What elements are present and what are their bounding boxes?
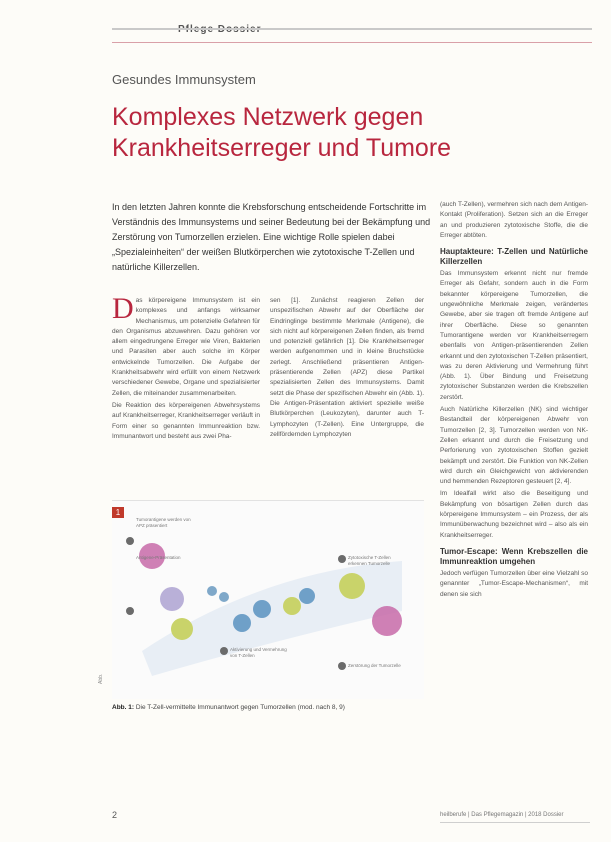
paragraph: Auch Natürliche Killerzellen (NK) sind wichtiger Bestandteil der körpereigenen Abwehr von Tumorzellen [2, 3]. Tumorzellen werden von NK-Zellen erkannt und durch die Freisetzung und Perforierung von zytotoxischen Stoffen gezielt bekämpft und zerstört. Die Funktion von NK-Zellen wird durch ein Gleichgewicht von aktivierenden und hemmenden Rezeptoren gesteuert [2, 4].	[440, 406, 588, 486]
step-marker-icon	[126, 537, 134, 545]
paragraph: Im Idealfall wirkt also die Beseitigung und Bekämpfung von bösartigen Zellen durch das körpereigene Immunsystem – ein Prozess, der als Immunüberwachung bezeichnet wird – also als ein Krankheitserreger.	[440, 490, 588, 539]
paragraph: Das Immunsystem erkennt nicht nur fremde Erreger als Gefahr, sondern auch in die Form bekannter körpereigene Tumorzellen, die ungewöhnliche Merkmale zeigen, verändertes Gewebe, aber sie tragen oft fremde Antigene auf ihrer Oberfläche. Diese so genannten Tumorantigene werden vor Krankheitserregern ebenfalls von Antigen-präsentierenden Zellen erkannt und den zytotoxischen T-Zellen präsentiert, was zu deren Aktivierung und Vermehrung führt (Abb. 1). Über Bindung und Freisetzung zytotoxischer Substanzen werden die Krebszellen zerstört.	[440, 270, 588, 401]
antigen-icon	[207, 586, 217, 596]
article-headline: Komplexes Netzwerk gegen Krankheitserreger und Tumore	[112, 103, 452, 162]
figure-caption	[112, 704, 424, 711]
paragraph: Die Reaktion des körpereigenen Abwehrsystems auf Krankheitserreger, Krankheitserreger verläuft in Form einer so genannten Immunreaktion bzw. Immunantwort und besteht aus zwei Pha-	[112, 401, 260, 440]
step-marker-icon	[220, 647, 228, 655]
t-cell-icon	[233, 614, 251, 632]
figure-number: 1	[112, 507, 124, 518]
t-cell-icon	[171, 618, 193, 640]
paragraph: sen [1]. Zunächst reagieren Zellen der unspezifischen Abwehr auf der Oberfläche der Eindringlinge bestimmte Merkmale (Antigene), die sich nicht auf körpereigenen Zellen finden, als fremd und potenziell gefährlich [1]. Die Krankheitserreger werden aufgenommen und in kleine Bruchstücke zerlegt. Anschließend präsentieren Antigen-präsentierende Zellen (APZ) diese Partikel spezialisierten Zellen des Immunsystems. Damit setzt die Phase der spezifischen Abwehr ein (Abb. 1). Die Antigen-Präsentation aktiviert spezielle weiße Blutkörperchen (Leukozyten), darunter auch T-Lymphozyten (T-Zellen). Eine Untergruppe, die zellfördernden Lymphozyten	[270, 297, 424, 438]
figure-label: Tumorantigene werden von APZ präsentiert	[136, 517, 191, 528]
page-number: 2	[112, 810, 118, 820]
footer-divider	[440, 822, 590, 823]
figure-illustration	[112, 501, 424, 699]
t-cell-icon	[283, 597, 301, 615]
drop-cap: D	[112, 292, 134, 325]
tumor-cell-icon	[372, 606, 402, 636]
header-accent-rule	[112, 42, 592, 43]
footer-journal: heilberufe | Das Pflegemagazin | 2018 Dossier	[440, 812, 564, 818]
article-kicker: Gesundes Immunsystem	[112, 72, 256, 87]
figure-immune-response	[112, 500, 424, 699]
figure-side-code: Abb.	[98, 673, 104, 684]
subheading: Hauptakteure: T-Zellen und Natürliche Killerzellen	[440, 247, 588, 267]
t-cell-icon	[253, 600, 271, 618]
t-cell-icon	[299, 588, 315, 604]
figure-label: Zerstörung der Tumorzelle	[348, 663, 401, 668]
antigen-icon	[219, 592, 229, 602]
step-marker-icon	[338, 662, 346, 670]
caption-text: Die T-Zell-vermittelte Immunantwort gegen Tumorzellen (mod. nach 8, 9)	[135, 704, 345, 711]
column-right	[440, 200, 588, 602]
article-lead: In den letzten Jahren konnte die Krebsforschung entscheidende Fortschritte im Verständnis des Immunsystems und seiner Bedeutung bei der Bekämpfung und Zerstörung von Tumorzellen erzielen. Eine wichtige Rolle spielen dabei „Spezialeinheiten“ der weißen Blutkörperchen wie zytotoxische T-Zellen und natürliche Killerzellen.	[112, 202, 431, 272]
caption-label: Abb. 1:	[112, 704, 135, 711]
step-marker-icon	[338, 555, 346, 563]
paragraph: (auch T-Zellen), vermehren sich nach dem Antigen-Kontakt (Proliferation). Setzen sich an die Erreger an und produzieren zytotoxische Stoffe, die die Erreger abtöten.	[440, 201, 588, 239]
paragraph: Jedoch verfügen Tumorzellen über eine Vielzahl so genannter „Tumor-Escape-Mechanismen“, mit denen sie sich	[440, 569, 588, 598]
subheading: Tumor-Escape: Wenn Krebszellen die Immunreaktion umgehen	[440, 546, 588, 566]
paragraph	[112, 292, 260, 399]
apc-cell-icon	[160, 587, 184, 611]
column-left	[112, 292, 260, 444]
cytotoxic-t-cell-icon	[339, 573, 365, 599]
paragraph-text: as körpereigene Immunsystem ist ein komplexes und anfangs wirksamer Mechanismus, um potenzielle Gefahren für den Organismus abzuwehren. Dazu gehören vor allem eingedrungene Erreger wie Viren, Bakterien und Parasiten aber auch solche im Körper entwickelnde Tumorzellen. Die Aufgabe der Krankheitsabwehr wird erfüllt von einem Netzwerk verschiedener Gewebe, Organe und spezialisierter Zellen, die miteinander zusammenarbeiten.	[112, 297, 260, 397]
header-divider	[112, 28, 592, 30]
step-marker-icon	[126, 607, 134, 615]
figure-label: Antigene-Präsentation	[136, 555, 181, 560]
figure-label: Aktivierung und Vermehrung von T-Zellen	[230, 647, 287, 658]
column-middle	[270, 296, 424, 442]
figure-label: Zytotoxische T-Zellen erkennen Tumorzelle	[348, 555, 391, 566]
